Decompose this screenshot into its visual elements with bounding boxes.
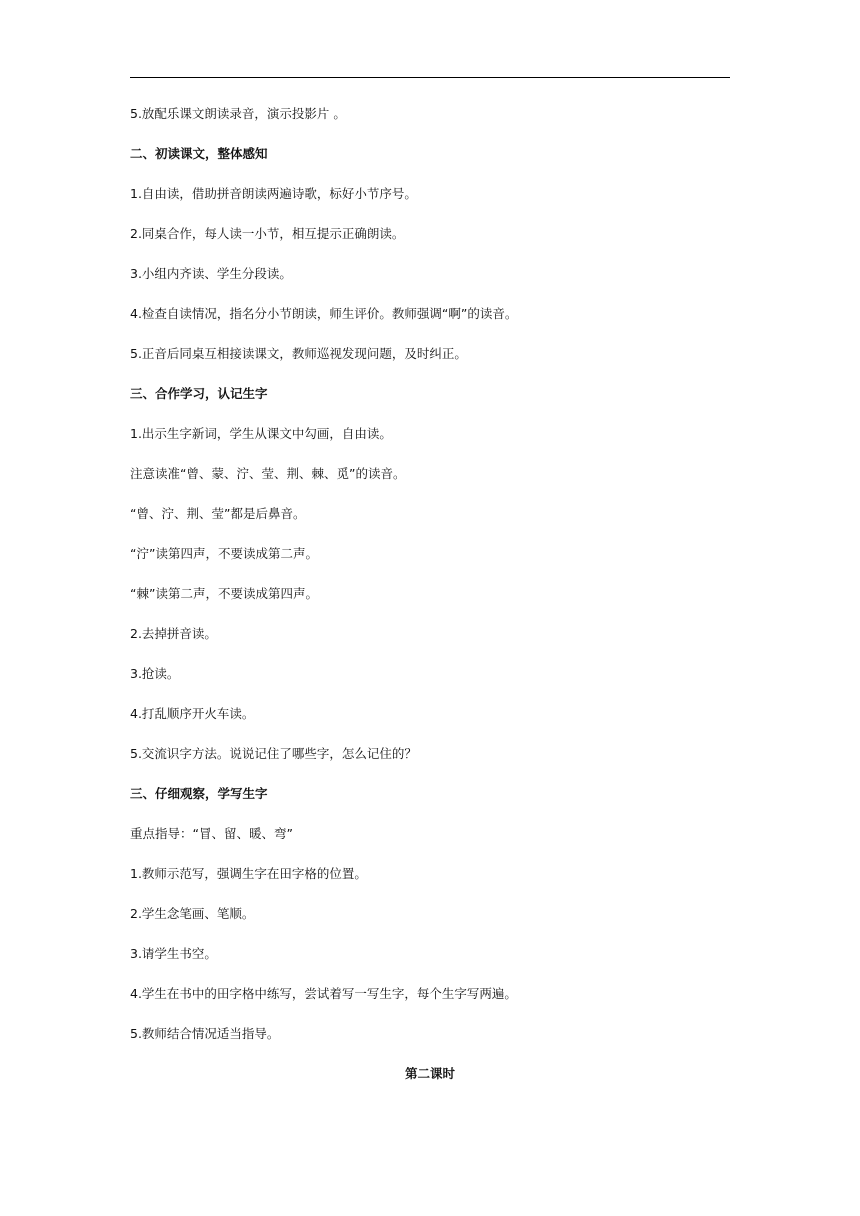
paragraph: “曾、泞、荆、莹”都是后鼻音。 bbox=[130, 506, 306, 521]
section-heading: 三、仔细观察，学写生字 bbox=[130, 786, 268, 801]
header-rule bbox=[130, 77, 730, 78]
document-body bbox=[130, 104, 730, 1104]
paragraph: 4.打乱顺序开火车读。 bbox=[130, 706, 255, 721]
paragraph: 4.检查自读情况，指名分小节朗读，师生评价。教师强调“啊”的读音。 bbox=[130, 306, 518, 321]
paragraph: 2.去掉拼音读。 bbox=[130, 626, 217, 641]
paragraph: 5.交流识字方法。说说记住了哪些字，怎么记住的？ bbox=[130, 746, 417, 761]
paragraph: 5.正音后同桌互相接读课文，教师巡视发现问题，及时纠正。 bbox=[130, 346, 467, 361]
lesson-title: 第二课时 bbox=[404, 1066, 455, 1081]
paragraph: “棘”读第二声，不要读成第四声。 bbox=[130, 586, 318, 601]
paragraph: 3.小组内齐读、学生分段读。 bbox=[130, 266, 292, 281]
section-heading: 三、合作学习，认记生字 bbox=[130, 386, 268, 401]
paragraph: 2.同桌合作，每人读一小节，相互提示正确朗读。 bbox=[130, 226, 405, 241]
paragraph: 3.抢读。 bbox=[130, 666, 180, 681]
paragraph: 1.教师示范写，强调生字在田字格的位置。 bbox=[130, 866, 367, 881]
paragraph: 3.请学生书空。 bbox=[130, 946, 217, 961]
paragraph: 重点指导：“冒、留、暖、弯” bbox=[130, 826, 293, 841]
paragraph: “泞”读第四声，不要读成第二声。 bbox=[130, 546, 318, 561]
paragraph: 5.教师结合情况适当指导。 bbox=[130, 1026, 280, 1041]
paragraph: 5.放配乐课文朗读录音，演示投影片 。 bbox=[130, 106, 346, 121]
paragraph: 1.自由读，借助拼音朗读两遍诗歌，标好小节序号。 bbox=[130, 186, 417, 201]
paragraph: 注意读准“曾、蒙、泞、莹、荆、棘、觅”的读音。 bbox=[130, 466, 406, 481]
paragraph: 4.学生在书中的田字格中练写，尝试着写一写生字，每个生字写两遍。 bbox=[130, 986, 517, 1001]
paragraph: 1.出示生字新词，学生从课文中勾画，自由读。 bbox=[130, 426, 392, 441]
paragraph: 2.学生念笔画、笔顺。 bbox=[130, 906, 255, 921]
section-heading: 二、初读课文，整体感知 bbox=[130, 146, 268, 161]
